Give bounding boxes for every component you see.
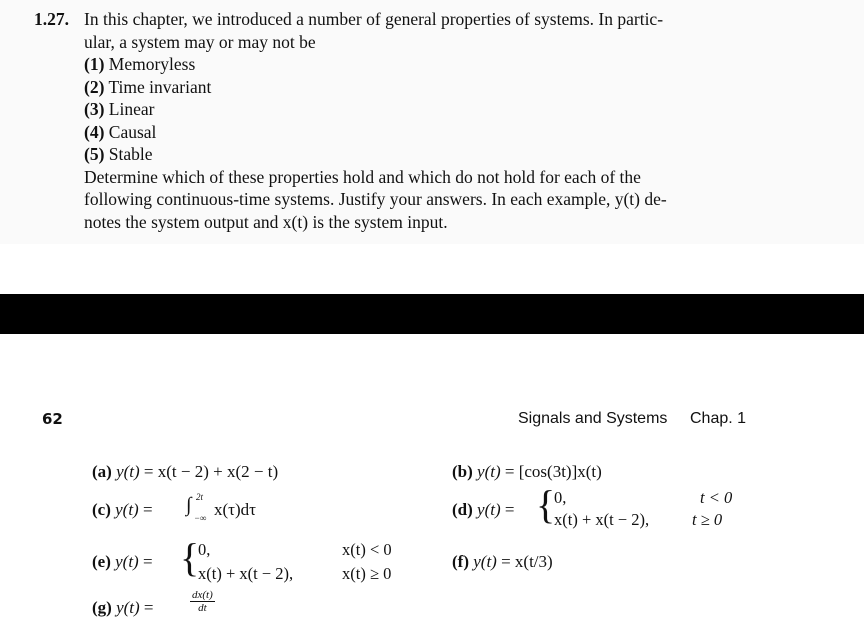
integral-upper-limit: 2t [196,492,204,502]
equation-g: (g) y(t) = [92,598,154,617]
instructions-line-3: notes the system output and x(t) is the system input. [84,211,448,232]
property-item: (4) Causal [84,121,157,142]
problem-section [0,0,864,244]
instructions-line-1: Determine which of these properties hold and which do not hold for each of the [84,166,641,187]
equation-e: (e) y(t) = [92,552,153,571]
problem-1-27 [34,8,734,233]
left-brace: { [536,482,556,527]
problem-number: 1.27. [34,9,69,29]
equation-a: (a) y(t) = x(t − 2) + x(2 − t) [92,462,279,481]
property-item: (1) Memoryless [84,54,196,74]
fraction-numerator: dx(t) [192,589,213,601]
property-list [84,53,734,166]
page-number: 62 [42,410,63,428]
integrand: x(τ)dτ [214,500,256,519]
running-header-title: Signals and Systems [518,410,668,427]
case-expr: x(t) + x(t − 2), [554,510,650,529]
fraction-denominator: dt [198,602,207,614]
case-expr: 0, [198,540,211,559]
equation-f: (f) y(t) = x(t/3) [452,552,553,571]
case-expr: x(t) + x(t − 2), [198,564,294,583]
integral-sign: ∫ [186,494,192,516]
derivative-fraction [190,589,215,614]
integral-lower-limit: −∞ [194,513,207,523]
property-item: (3) Linear [84,99,155,119]
instructions-line-2: following continuous-time systems. Justify your answers. In each example, y(t) de- [84,189,667,209]
running-header-chapter: Chap. 1 [690,410,747,427]
case-expr: 0, [554,488,567,507]
equation-d: (d) y(t) = [452,500,515,519]
black-separator-bar [0,294,864,334]
property-item: (5) Stable [84,144,153,164]
case-cond: t < 0 [700,488,733,507]
intro-line-1: In this chapter, we introduced a number of general properties of systems. In partic- [84,9,664,29]
left-brace: { [180,535,200,580]
case-cond: x(t) < 0 [342,540,392,559]
equation-c: (c) y(t) = [92,500,153,519]
intro-line-2: ular, a system may or may not be [84,31,316,52]
equation-b: (b) y(t) = [cos(3t)]x(t) [452,462,602,481]
property-item: (2) Time invariant [84,76,212,97]
case-cond: t ≥ 0 [692,510,723,529]
case-cond: x(t) ≥ 0 [342,564,392,583]
